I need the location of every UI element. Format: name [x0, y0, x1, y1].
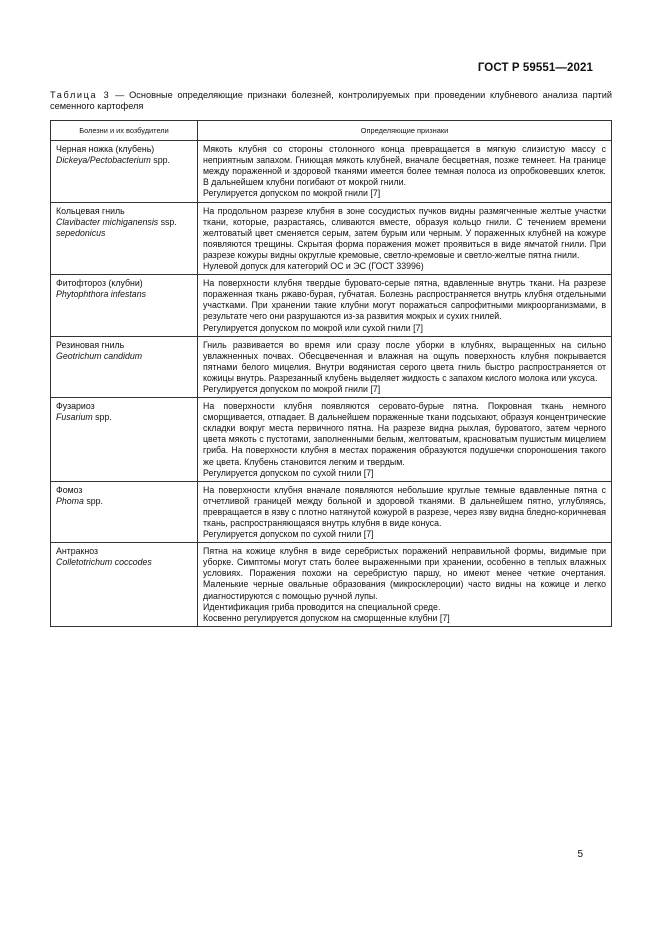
sign-text: На продольном разрезе клубня в зоне сосудистых пучков видны размягченные желтые участки ткани, которые, разрастаясь, сливаются вместе, образуя кольцо гнили. С течением времени желтоватый цвет сменяется серым, затем бурым или черным. У пораженных клубней на кожуре появляются трещины. Скрытая форма поражения может проявиться в виде ямчатой гнили. При разрезе кожуры видны округлые кремовые, светло-кремовые и светло-желтые пятна гнили.: [203, 205, 606, 260]
pathogen-part: Geotrichum candidum: [56, 350, 143, 361]
signs-cell: [198, 202, 612, 275]
disease-name: Черная ножка (клубень): [56, 144, 155, 155]
page-number: 5: [577, 849, 583, 860]
pathogen-name: [56, 217, 192, 239]
sign-text: Регулируется допуском по мокрой гнили [7]: [203, 383, 381, 394]
table-header-row: [51, 121, 612, 141]
table-row: [51, 481, 612, 542]
sign-text: На поверхности клубня появляются серовато-бурые пятна. Покровная ткань немного сморщивается, отпадает. В дальнейшем пораженные ткани подсыхают, образуя концентрические складки вокруг места первичного пятна. На разрезе видна рыхлая, буроватого, затем черного цвета мякоть с пустотами, заполненными белым, желтоватым, красноватым пушистым мицелием гриба. На поверхности клубня в местах поражения образуются подушечки спороношения такого же цвета. Клубень становится легким и твердым.: [203, 401, 606, 467]
table-row: [51, 275, 612, 336]
disease-cell: [51, 202, 198, 275]
pathogen-part: spp.: [92, 412, 112, 423]
column-header-signs: Определяющие признаки: [198, 121, 612, 141]
disease-name: Кольцевая гниль: [56, 205, 125, 216]
table-caption-text: — Основные определяющие признаки болезней, контролируемых при проведении клубневого анализа партий семенного картофеля: [50, 90, 612, 111]
pathogen-name: [56, 412, 192, 423]
sign-text: Нулевой допуск для категорий ОС и ЭС (ГОСТ 33996): [203, 261, 424, 272]
signs-cell: [198, 141, 612, 202]
table-body: [51, 141, 612, 627]
pathogen-part: Colletotrichum coccodes: [56, 557, 152, 568]
sign-text: Пятна на кожице клубня в виде серебристых поражений неправильной формы, видимые при уборке. Симптомы могут стать более выраженными при хранении, особенно в теплых влажных условиях. Поражения похожи на серебристую паршу, но имеют менее четкие очертания. Маленькие черные овальные образования (микросклероции) часто видны на кожице и легко диагностируются с помощью ручной лупы.: [203, 546, 606, 601]
table-row: [51, 202, 612, 275]
signs-cell: [198, 336, 612, 397]
disease-cell: [51, 336, 198, 397]
pathogen-name: [56, 351, 192, 362]
signs-cell: [198, 275, 612, 336]
column-header-diseases: Болезни и их возбудители: [51, 121, 198, 141]
disease-cell: [51, 398, 198, 482]
pathogen-part: Clavibacter michiganensis: [56, 216, 159, 227]
standard-number: ГОСТ Р 59551—2021: [477, 62, 593, 74]
disease-name: Фитофтороз (клубни): [56, 278, 143, 289]
signs-cell: [198, 398, 612, 482]
sign-text: Регулируется допуском по сухой гнили [7]: [203, 467, 374, 478]
pathogen-part: spp.: [150, 155, 170, 166]
pathogen-part: Dickeya/Pectobacterium: [56, 155, 151, 166]
pathogen-name: [56, 557, 192, 568]
table-caption-label: Таблица 3: [50, 90, 111, 100]
disease-name: Фомоз: [56, 484, 83, 495]
sign-text: Регулируется допуском по мокрой гнили [7]: [203, 188, 381, 199]
signs-cell: [198, 543, 612, 627]
sign-text: Гниль развивается во время или сразу после уборки в клубнях, выращенных на сильно увлажненных почвах. Обесцвеченная и влажная на ощупь поверхность клубня покрывается пятнами белого мицелия. Внутри водянистая серого цвета гниль быстро распространяется от кожицы внутрь. Разрезанный клубень выделяет жидкость с запахом кислого молока или уксуса.: [203, 339, 606, 383]
disease-cell: [51, 481, 198, 542]
pathogen-name: [56, 289, 192, 300]
sign-text: Регулируется допуском по сухой гнили [7]: [203, 529, 374, 540]
disease-name: Антракноз: [56, 546, 99, 557]
disease-cell: [51, 275, 198, 336]
disease-name: Резиновая гниль: [56, 339, 125, 350]
sign-text: На поверхности клубня твердые буровато-серые пятна, вдавленные внутрь ткани. На разрезе пораженная ткань ржаво-бурая, губчатая. Болезнь распространяется внутрь клубня отдельными участками. При хранении такие клубни могут поражаться сапрофитными микроорганизмами, в результате чего они разрушаются из-за развития мокрых и сухих гнилей.: [203, 278, 606, 322]
table-row: [51, 398, 612, 482]
pathogen-part: Phoma: [56, 495, 84, 506]
sign-text: Регулируется допуском по мокрой или сухой гнили [7]: [203, 322, 423, 333]
sign-text: Косвенно регулируется допуском на сморщенные клубни [7]: [203, 612, 450, 623]
table-row: [51, 141, 612, 202]
pathogen-part: spp.: [83, 495, 103, 506]
disease-cell: [51, 543, 198, 627]
signs-cell: [198, 481, 612, 542]
pathogen-part: sepedonicus: [56, 227, 106, 238]
disease-cell: [51, 141, 198, 202]
pathogen-name: [56, 155, 192, 166]
table-caption: [50, 90, 612, 112]
sign-text: Идентификация гриба проводится на специальной среде.: [203, 601, 441, 612]
sign-text: Мякоть клубня со стороны столонного конца превращается в мягкую слизистую массу с неприятным запахом. Гниющая мякоть клубней, вначале бесцветная, позже темнеет. На границе между пораженной и здоровой тканями имеется более темная полоса из опробковевших клеток. В дальнейшем клубни погибают от мокрой гнили.: [203, 144, 606, 188]
pathogen-name: [56, 496, 192, 507]
table-row: [51, 336, 612, 397]
pathogen-part: Fusarium: [56, 412, 93, 423]
pathogen-part: ssp.: [158, 216, 177, 227]
pathogen-part: Phytophthora infestans: [56, 289, 146, 300]
sign-text: На поверхности клубня вначале появляются небольшие круглые темные вдавленные пятна с отчетливой границей между больной и здоровой тканями. В дальнейшем пятно, углубляясь, превращается в язву с плотно натянутой кожурой в разрезе, через язву видна бледно-коричневая ткань, распространяющаяся внутрь клубня в виде конуса.: [203, 484, 606, 528]
diseases-table: [50, 120, 612, 627]
table-row: [51, 543, 612, 627]
disease-name: Фузариоз: [56, 401, 95, 412]
